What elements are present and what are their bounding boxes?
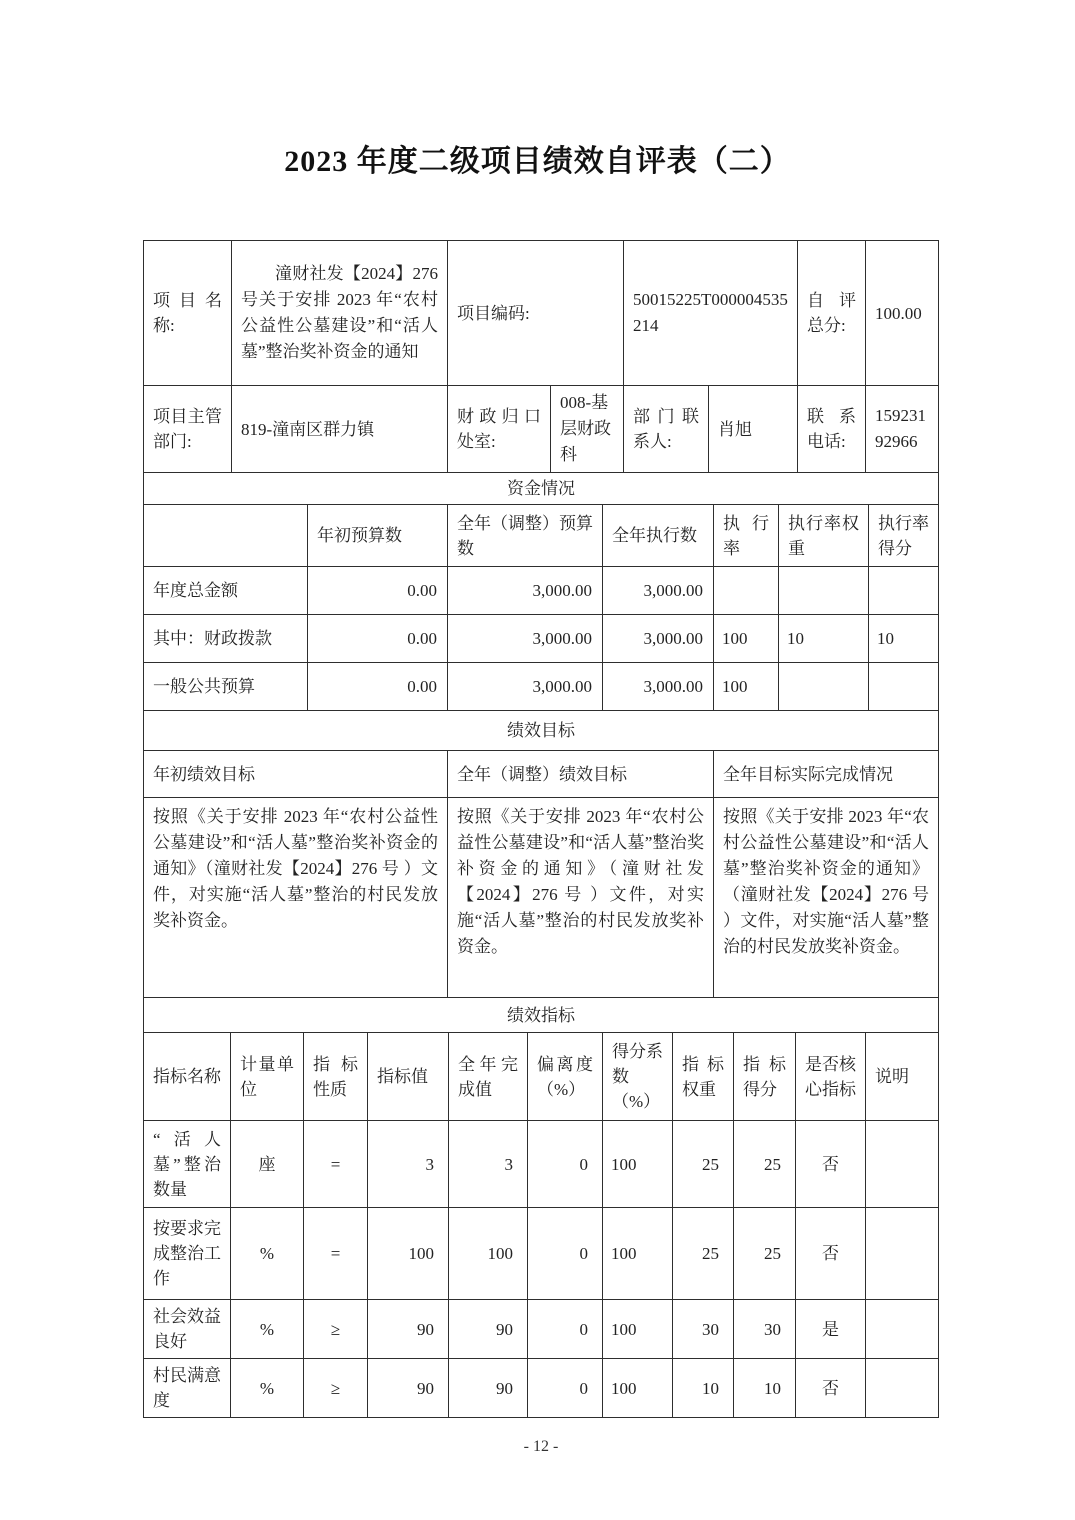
contact-value: 肖旭	[709, 386, 798, 473]
self-score-label: 自评总分:	[798, 241, 866, 386]
evaluation-table	[143, 240, 939, 1418]
dept-value: 819-潼南区群力镇	[232, 386, 448, 473]
funding-weight: 10	[779, 615, 869, 663]
indicators-section-title: 绩效指标	[144, 998, 939, 1033]
office-value: 008-基层财政科	[551, 386, 624, 473]
funding-row-fiscal	[144, 615, 939, 663]
ind-note	[866, 1208, 939, 1300]
ind-header-nature: 指标性质	[304, 1033, 368, 1121]
ind-actual: 100	[449, 1208, 528, 1300]
funding-executed: 3,000.00	[603, 663, 714, 711]
ind-coefficient: 100	[603, 1208, 673, 1300]
ind-core: 是	[796, 1300, 866, 1359]
funding-adjusted: 3,000.00	[448, 663, 603, 711]
funding-initial: 0.00	[308, 615, 448, 663]
ind-header-core: 是否核心指标	[796, 1033, 866, 1121]
dept-label: 项目主管部门:	[144, 386, 232, 473]
funding-initial: 0.00	[308, 663, 448, 711]
contact-label: 部门联系人:	[624, 386, 709, 473]
ind-coefficient: 100	[603, 1359, 673, 1418]
indicator-row-social-benefit	[144, 1300, 939, 1359]
goals-section-title: 绩效目标	[144, 711, 939, 751]
ind-unit: %	[231, 1208, 304, 1300]
funding-row-public-budget	[144, 663, 939, 711]
funding-executed: 3,000.00	[603, 615, 714, 663]
ind-score: 10	[734, 1359, 796, 1418]
ind-unit: 座	[231, 1121, 304, 1208]
project-info-table	[143, 240, 939, 473]
ind-name: 社会效益良好	[144, 1300, 231, 1359]
ind-deviation: 0	[528, 1300, 603, 1359]
funding-row-label: 一般公共预算	[144, 663, 308, 711]
project-name-label: 项目名称:	[144, 241, 232, 386]
ind-header-name: 指标名称	[144, 1033, 231, 1121]
ind-unit: %	[231, 1300, 304, 1359]
ind-core: 否	[796, 1121, 866, 1208]
ind-weight: 10	[673, 1359, 734, 1418]
ind-header-note: 说明	[866, 1033, 939, 1121]
funding-header-exec-rate: 执行率	[714, 505, 779, 567]
ind-name: 村民满意度	[144, 1359, 231, 1418]
ind-score: 25	[734, 1208, 796, 1300]
ind-target: 100	[368, 1208, 449, 1300]
project-code-label: 项目编码:	[448, 241, 624, 386]
goals-table	[143, 710, 939, 998]
ind-note	[866, 1300, 939, 1359]
ind-core: 否	[796, 1359, 866, 1418]
funding-weight	[779, 567, 869, 615]
goal-actual-text: 按照《关于安排 2023 年“农村公益性公墓建设”和“活人墓”整治奖补资金的通知》（潼财社发【2024】276 号 ）文件，对实施“活人墓”整治的村民发放奖补资金。	[714, 798, 939, 998]
indicator-row-completion	[144, 1208, 939, 1300]
funding-table	[143, 472, 939, 711]
ind-header-unit: 计量单位	[231, 1033, 304, 1121]
funding-rate	[714, 567, 779, 615]
funding-row-label: 年度总金额	[144, 567, 308, 615]
funding-header-blank	[144, 505, 308, 567]
ind-weight: 25	[673, 1121, 734, 1208]
ind-nature: ≥	[304, 1300, 368, 1359]
ind-header-actual: 全年完成值	[449, 1033, 528, 1121]
funding-initial: 0.00	[308, 567, 448, 615]
ind-nature: =	[304, 1121, 368, 1208]
goals-header-actual: 全年目标实际完成情况	[714, 751, 939, 798]
office-label: 财政归口处室:	[448, 386, 551, 473]
ind-target: 90	[368, 1300, 449, 1359]
funding-header-rate-weight: 执行率权重	[779, 505, 869, 567]
ind-header-score: 指标得分	[734, 1033, 796, 1121]
phone-value: 15923192966	[866, 386, 939, 473]
goals-header-initial: 年初绩效目标	[144, 751, 448, 798]
ind-weight: 30	[673, 1300, 734, 1359]
funding-header-rate-score: 执行率得分	[869, 505, 939, 567]
funding-header-adjusted-budget: 全年（调整）预算数	[448, 505, 603, 567]
indicator-row-grave-count	[144, 1121, 939, 1208]
ind-score: 25	[734, 1121, 796, 1208]
ind-nature: =	[304, 1208, 368, 1300]
funding-header-initial-budget: 年初预算数	[308, 505, 448, 567]
ind-note	[866, 1121, 939, 1208]
self-score-value: 100.00	[866, 241, 939, 386]
funding-adjusted: 3,000.00	[448, 567, 603, 615]
goals-header-adjusted: 全年（调整）绩效目标	[448, 751, 714, 798]
funding-weight	[779, 663, 869, 711]
ind-core: 否	[796, 1208, 866, 1300]
funding-rate: 100	[714, 663, 779, 711]
ind-deviation: 0	[528, 1208, 603, 1300]
ind-coefficient: 100	[603, 1121, 673, 1208]
ind-deviation: 0	[528, 1121, 603, 1208]
funding-section-title: 资金情况	[144, 473, 939, 505]
ind-score: 30	[734, 1300, 796, 1359]
funding-executed: 3,000.00	[603, 567, 714, 615]
funding-score	[869, 663, 939, 711]
ind-name: 按要求完成整治工作	[144, 1208, 231, 1300]
funding-score: 10	[869, 615, 939, 663]
ind-note	[866, 1359, 939, 1418]
ind-header-target: 指标值	[368, 1033, 449, 1121]
ind-nature: ≥	[304, 1359, 368, 1418]
project-code-value: 50015225T000004535214	[624, 241, 798, 386]
ind-header-coefficient: 得分系数（%）	[603, 1033, 673, 1121]
ind-unit: %	[231, 1359, 304, 1418]
funding-row-total	[144, 567, 939, 615]
ind-actual: 90	[449, 1300, 528, 1359]
indicator-row-satisfaction	[144, 1359, 939, 1418]
funding-adjusted: 3,000.00	[448, 615, 603, 663]
ind-actual: 90	[449, 1359, 528, 1418]
indicators-table	[143, 997, 939, 1418]
ind-name: “活人墓”整治数量	[144, 1121, 231, 1208]
project-name-value: 潼财社发【2024】276 号关于安排 2023 年“农村公益性公墓建设”和“活人墓”整治奖补资金的通知	[232, 241, 448, 386]
goal-initial-text: 按照《关于安排 2023 年“农村公益性公墓建设”和“活人墓”整治奖补资金的通知》（潼财社发【2024】276 号 ）文件，对实施“活人墓”整治的村民发放奖补资金。	[144, 798, 448, 998]
ind-weight: 25	[673, 1208, 734, 1300]
ind-deviation: 0	[528, 1359, 603, 1418]
ind-target: 3	[368, 1121, 449, 1208]
funding-row-label: 其中：财政拨款	[144, 615, 308, 663]
ind-target: 90	[368, 1359, 449, 1418]
funding-rate: 100	[714, 615, 779, 663]
funding-header-executed: 全年执行数	[603, 505, 714, 567]
funding-score	[869, 567, 939, 615]
ind-header-weight: 指标权重	[673, 1033, 734, 1121]
ind-actual: 3	[449, 1121, 528, 1208]
phone-label: 联系电话:	[798, 386, 866, 473]
page-number: - 12 -	[523, 1438, 559, 1455]
ind-coefficient: 100	[603, 1300, 673, 1359]
goal-adjusted-text: 按照《关于安排 2023 年“农村公益性公墓建设”和“活人墓”整治奖补资金的通知》（潼财社发【2024】276 号 ）文件，对实施“活人墓”整治的村民发放奖补资金。	[448, 798, 714, 998]
ind-header-deviation: 偏离度（%）	[528, 1033, 603, 1121]
page-title: 2023 年度二级项目绩效自评表（二）	[284, 145, 791, 178]
